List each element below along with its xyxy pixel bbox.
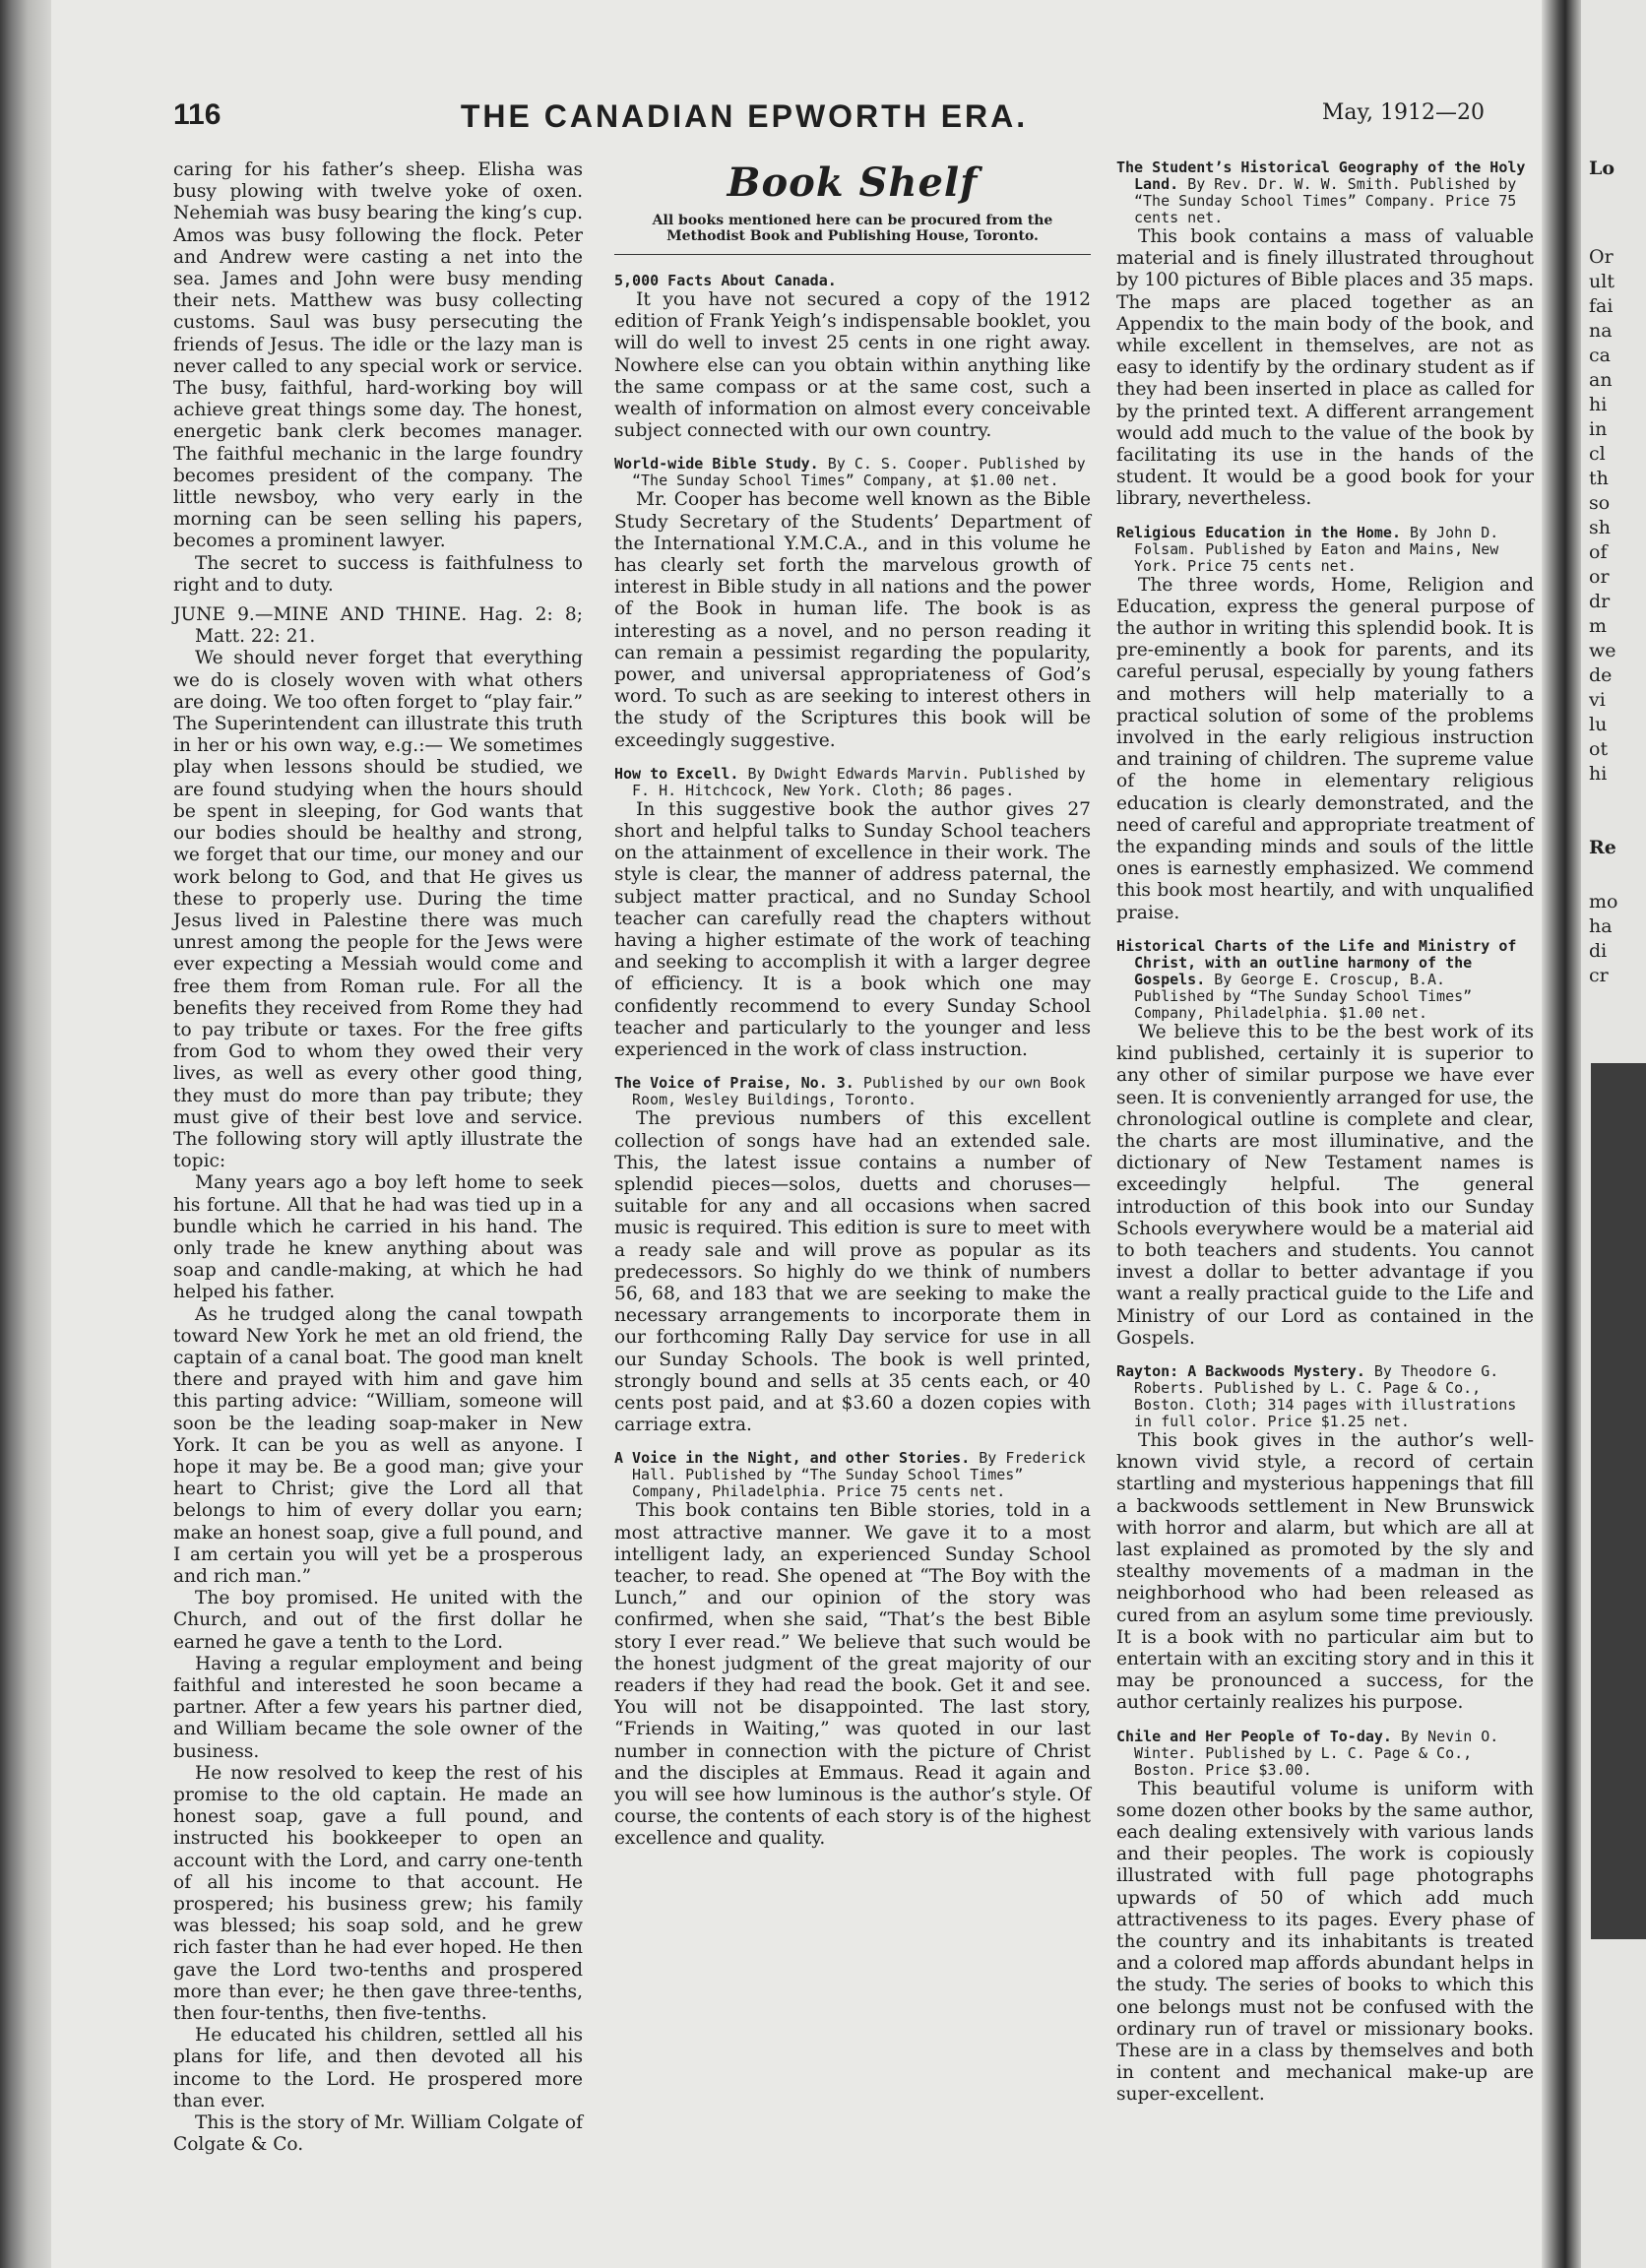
adjacent-page-text: so [1589,492,1611,514]
review-meta: Published by our own Book Room, Wesley Buildings, Toronto. [632,1074,1086,1109]
book-gutter-shadow [1542,0,1581,2268]
review-heading [614,456,1091,489]
adjacent-page-text: ha [1589,915,1613,937]
adjacent-page-text: di [1589,940,1608,962]
adjacent-page-text: ca [1589,345,1611,366]
paragraph: Having a regular employment and being faithful and interested he soon became a partner. After a few years his partner died, and William became the sole owner of the business. [173,1653,583,1762]
adjacent-page-text: hi [1589,763,1608,785]
review-meta: By Nevin O. Winter. Published by L. C. Page & Co., Boston. Price $3.00. [1134,1727,1499,1779]
paragraph: As he trudged along the canal towpath toward New York he met an old friend, the captain of a canal boat. The good man knelt there and prayed with him and gave him this parting advice: “William, someone will soon be the leading soap-maker in New York. It can be you as well as anyone. I hope it may be. Be a good man; give your heart to Christ; give the Lord all that belongs to him of every dollar you earn; make an honest soap, give a full pound, and I am certain you will yet be a prosperous and rich man.” [173,1303,583,1587]
adjacent-page-text: m [1589,615,1608,637]
review-meta: By Rev. Dr. W. W. Smith. Published by “The Sunday School Times” Company. Price 75 cents net. [1134,175,1517,226]
adjacent-page-text: Or [1589,246,1614,268]
paragraph: The boy promised. He united with the Church, and out of the first dollar he earned he gave a tenth to the Lord. [173,1588,583,1653]
section-title: Book Shelf [727,159,979,206]
paragraph: He now resolved to keep the rest of his promise to the old captain. He made an honest soap, gave a full pound, and instructed his bookkeeper to open an account with the Lord, and carry one-tenth of all his income to that account. He prospered; his business grew; his family was blessed; his soap sold, and he grew rich faster than he had ever hoped. He then gave the Lord two-tenths and prospered more than ever; he then gave three-tenths, then four-tenths, then five-tenths. [173,1762,583,2025]
paragraph: We should never forget that everything we do is closely woven with what others are doing. We too often forget to “play fair.” The Superintendent can illustrate this truth in her or his own way, e.g.:— We sometimes play when lessons should be studied, we are found studying when the hours should be spent in sleeping, for God wants that our bodies should be healthy and strong, we forget that our time, our money and our work belong to God, and that He gives us these to properly use. During the time Jesus lived in Palestine there was much unrest among the people for the Jews were ever expecting a Messiah would come and free them from Roman rule. For all the benefits they received from Rome they had to pay tribute or taxes. For the free gifts from God to whom they owed their very lives, as well as every other good thing, they must do more than pay tribute; they must give of their best love and service. The following story will aptly illustrate the topic: [173,648,583,1172]
paragraph: This is the story of Mr. William Colgate of Colgate & Co. [173,2112,583,2156]
review-meta: By C. S. Cooper. Published by “The Sunday School Times” Company, at $1.00 net. [632,455,1086,490]
adjacent-page-text: ot [1589,738,1609,760]
divider [614,254,1091,255]
adjacent-page-text: lu [1589,714,1608,735]
book-spine-shadow [0,0,51,2268]
review-title: A Voice in the Night, and other Stories. [614,1449,971,1468]
review-heading [614,1075,1091,1108]
review-meta: By Dwight Edwards Marvin. Published by F. H. Hitchcock, New York. Cloth; 86 pages. [632,764,1086,799]
adjacent-page-text: fai [1589,295,1614,317]
review-heading [1116,1363,1534,1430]
review-text: In this suggestive book the author gives 27 short and helpful talks to Sunday School teachers on the attainment of excellence in their work. The style is clear, the manner of address paternal, the subject matter practical, and no Sunday School teacher can carefully read the chapters without having a higher estimate of the work of teaching and seeking to accomplish it with a larger degree of efficiency. It is a book which one may confidently recommend to every Sunday School teacher and particularly to the younger and less experienced in the work of class instruction. [614,798,1091,1061]
adjacent-page-text: na [1589,320,1613,342]
review-heading [1116,1729,1534,1779]
page-header [173,98,1504,138]
adjacent-page-text: an [1589,369,1613,391]
review-text: This book contains ten Bible stories, told in a most attractive manner. We gave it to a most intelligent lady, an experienced Sunday School teacher, to read. She opened at “The Boy with the Lunch,” and our opinion of the story was confirmed, when she said, “That’s the best Bible story I ever read.” We believe that such would be the honest judgment of the great majority of our readers if they had read the book. Get it and see. You will not be disappointed. The last story, “Friends in Waiting,” was quoted in our last number in connection with the picture of Christ and the disciples at Emmaus. Read it again and you will see how luminous is the author’s style. Of course, the contents of each story is of the highest excellence and quality. [614,1500,1091,1850]
review-meta: By George E. Croscup, B.A. Published by “The Sunday School Times” Company, Philadelphia. $1.00 net. [1134,970,1473,1022]
adjacent-page-text: in [1589,418,1608,440]
adjacent-page-text: Re [1589,837,1616,858]
review-meta: By Frederick Hall. Published by “The Sunday School Times” Company, Philadelphia. Price 75 cents net. [632,1449,1086,1501]
adjacent-page-text: th [1589,468,1609,489]
review-title: The Voice of Praise, No. 3. [614,1074,855,1093]
review-title: Chile and Her People of To-day. [1116,1727,1392,1745]
adjacent-page-text: or [1589,566,1610,588]
review-text: This book contains a mass of valuable material and is finely illustrated throughout by 100 pictures of Bible places and 35 maps. The maps are placed together as an Appendix to the main body of the book, and while excellent in themselves, are not as easy to identify by the ordinary student as if they had been inserted in place as called for by the printed text. A different arrangement would add much to the value of the book by facilitating its use in the hands of the student. It would be a good book for your library, nevertheless. [1116,226,1534,510]
adjacent-page-text: dr [1589,591,1611,612]
review-title: Religious Education in the Home. [1116,523,1401,541]
review-text: This book gives in the author’s well-known vivid style, a record of certain startling and mysterious happenings that fill a backwoods settlement in New Brunswick with horror and alarm, but which are all at last explained as promoted by the sly and stealthy movements of a madman in the neighborhood who had been released as cured from an asylum some time previously. It is a book with no particular aim but to entertain with an exciting story and in this it may be pronounced a success, for the author certainly realizes his purpose. [1116,1429,1534,1714]
masthead: THE CANADIAN EPWORTH ERA. [460,98,1029,134]
adjacent-page-text: cl [1589,443,1606,465]
review-text: This beautiful volume is uniform with some dozen other books by the same author, each dealing extensively with various lands and their peoples. The work is copiously illustrated with full page photographs upwards of 50 of which add much attractiveness to its pages. Every phase of the country and its inhabitants is treated and a colored map affords abundant helps in the study. The series of books to which this one belongs must not be confused with the ordinary run of travel or missionary books. These are in a class by themselves and both in content and mechanical make-up are super-excellent. [1116,1778,1534,2106]
column-3 [1116,159,1534,2107]
adjacent-page-text: Lo [1589,158,1615,179]
adjacent-page-text: we [1589,640,1616,662]
review-title: 5,000 Facts About Canada. [614,272,837,289]
review-text: The three words, Home, Religion and Education, express the general purpose of the author in writing this splendid book. It is pre-eminently a book for parents, and its careful perusal, especially by young fathers and mothers will help materially to a practical solution of some of the problems involved in the early religious instruction and training of children. The supreme value of the home in elementary religious education is clearly demonstrated, and the need of careful and appropriate treatment of the expanding minds and souls of the little ones is earnestly emphasized. We commend this book most heartily, and with unqualified praise. [1116,574,1534,923]
review-title: How to Excell. [614,764,739,783]
column-2 [614,159,1091,1851]
paragraph: caring for his father’s sheep. Elisha was busy plowing with twelve yoke of oxen. Nehemiah was busy bearing the king’s cup. Amos was busy following the flock. Peter and Andrew were casting a net into the sea. James and John were busy mending their nets. Matthew was busy collecting customs. Saul was busy persecuting the friends of Jesus. The idle or the lazy man is never called to any special work or service. The busy, faithful, hard-working boy will achieve great things some day. The honest, energetic bank clerk becomes manager. The faithful mechanic in the large foundry becomes president of the company. The little newsboy, who very early in the morning can be seen selling his papers, becomes a prominent lawyer. [173,159,583,552]
issue-date: May, 1912—20 [1321,100,1485,125]
topic-text: JUNE 9.—MINE AND THINE. Hag. 2: 8; Matt. 22: 21. [173,604,583,648]
review-heading [614,1450,1091,1500]
adjacent-page-text: cr [1589,965,1609,986]
review-meta: By John D. Folsam. Published by Eaton and Mains, New York. Price 75 cents net. [1134,523,1499,575]
adjacent-page-text: sh [1589,517,1611,538]
page [51,0,1542,2268]
column-1 [173,159,583,2156]
topic-heading [173,604,583,648]
review-title: Rayton: A Backwoods Mystery. [1116,1361,1365,1380]
paragraph: The secret to success is faithfulness to right and to duty. [173,552,583,596]
section-subtitle: All books mentioned here can be procured from the Methodist Book and Publishing House, Toronto. [652,213,1053,244]
review-text: We believe this to be the best work of its kind published, certainly it is superior to any other of similar purpose we have ever seen. It is conveniently arranged for use, the chronological outline is complete and clear, the charts are most illuminative, and the dictionary of New Testament names is exceedingly helpful. The general introduction of this book into our Sunday Schools everywhere would be a material aid to both teachers and students. You cannot invest a dollar to better advantage if you want a really practical guide to the Life and Ministry of our Lord as contained in the Gospels. [1116,1021,1534,1349]
adjacent-page-text: hi [1589,394,1608,415]
adjacent-page-text: de [1589,664,1613,686]
review-heading [1116,525,1534,575]
adjacent-page-text: mo [1589,891,1618,913]
adjacent-page-text: ult [1589,271,1614,292]
adjacent-page-edge [1581,0,1646,2268]
review-heading [614,273,1091,289]
review-meta: By Theodore G. Roberts. Published by L. C. Page & Co., Boston. Cloth; 314 pages with illustrations in full color. Price $1.25 net. [1134,1361,1517,1430]
paragraph: Many years ago a boy left home to seek his fortune. All that he had was tied up in a bundle which he carried in his hand. The only trade he knew anything about was soap and candle-making, at which he had helped his father. [173,1172,583,1303]
page-number: 116 [173,98,222,131]
review-title: The Student’s Historical Geography of the Holy Land. [1116,158,1526,193]
review-heading [614,766,1091,799]
review-text: It you have not secured a copy of the 1912 edition of Frank Yeigh’s indispensable booklet, you will do well to invest 25 cents in one right away. Nowhere else can you obtain within anything like the same compass or at the same cost, such a wealth of information on almost every conceivable subject connected with our own country. [614,289,1091,442]
review-title: World-wide Bible Study. [614,455,819,473]
adjacent-page-photo [1591,1063,1646,1939]
review-text: Mr. Cooper has become well known as the Bible Study Secretary of the Students’ Department of the International Y.M.C.A., and in this volume he has clearly set forth the marvelous growth of interest in Bible study in all nations and the power of the Book in human life. The book is as interesting as a novel, and no person reading it can remain a pessimist regarding the popularity, power, and universal appropriateness of God’s word. To such as are seeking to interest others in the study of the Scriptures this book will be exceedingly suggestive. [614,489,1091,751]
review-title: Historical Charts of the Life and Ministry of Christ, with an outline harmony of the Gospels. [1116,936,1517,988]
adjacent-page-text: of [1589,541,1608,563]
review-heading [1116,159,1534,226]
paragraph: He educated his children, settled all his plans for life, and then devoted all his income to the Lord. He prospered more than ever. [173,2025,583,2111]
adjacent-page-text: vi [1589,689,1606,711]
review-heading [1116,938,1534,1022]
review-text: The previous numbers of this excellent collection of songs have had an extended sale. This, the latest issue contains a number of splendid pieces—solos, duetts and choruses—suitable for any and all occasions when sacred music is required. This edition is sure to meet with a ready sale and will prove as popular as its predecessors. So highly do we think of numbers 56, 68, and 183 that we are seeking to make the necessary arrangements to incorporate them in our forthcoming Rally Day service for use in all our Sunday Schools. The book is well printed, strongly bound and sells at 35 cents each, or 40 cents post paid, and at $3.60 a dozen copies with carriage extra. [614,1108,1091,1436]
